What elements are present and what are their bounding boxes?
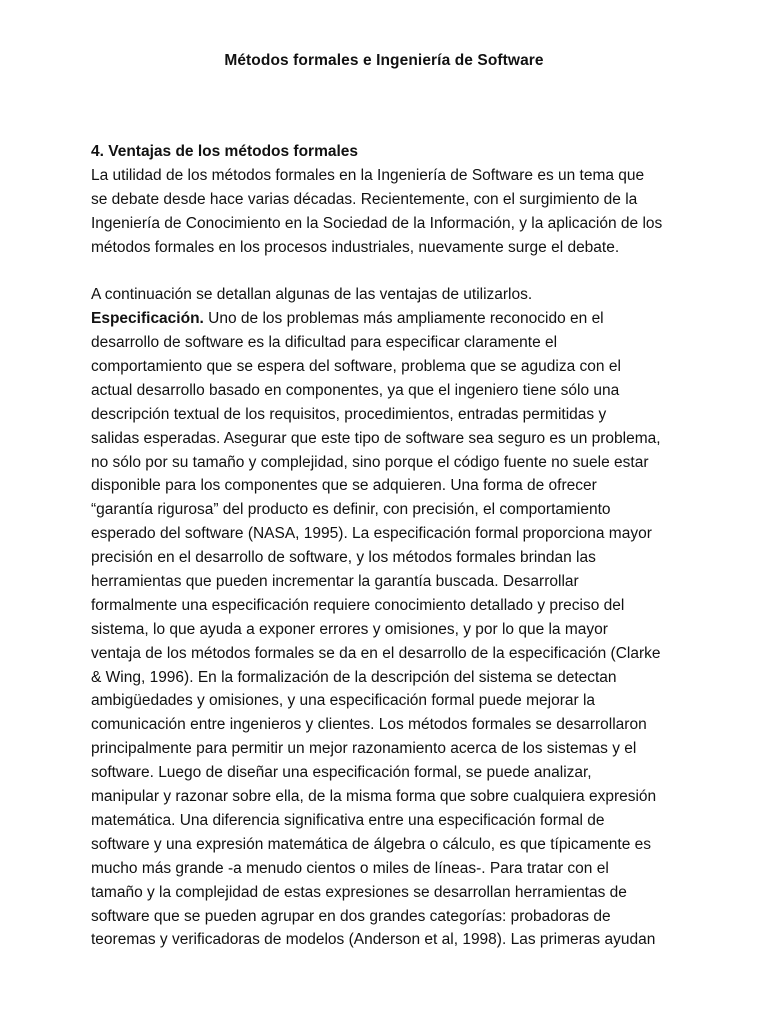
spec-first-line-text: Uno de los problemas más ampliamente reconocido en el <box>203 310 604 328</box>
body-line: tamaño y la complejidad de estas expresiones se desarrollan herramientas de <box>91 883 627 901</box>
body-line: & Wing, 1996). En la formalización de la descripción del sistema se detectan <box>91 668 617 686</box>
spec-term: Especificación. <box>91 310 204 328</box>
intro-line: se debate desde hace varias décadas. Recientemente, con el surgimiento de la <box>91 190 638 208</box>
body-line: principalmente para permitir un mejor razonamiento acerca de los sistemas y el <box>91 740 637 758</box>
body-line: teoremas y verificadoras de modelos (Anderson et al, 1998). Las primeras ayudan <box>91 931 656 949</box>
paragraph-gap <box>91 259 691 283</box>
body-line: comportamiento que se espera del software, problema que se agudiza con el <box>91 358 621 376</box>
lead-line: A continuación se detallan algunas de las ventajas de utilizarlos. <box>91 286 533 304</box>
body-line: descripción textual de los requisitos, procedimientos, entradas permitidas y <box>91 405 607 423</box>
spec-first-line <box>91 307 691 331</box>
document-body <box>91 140 691 952</box>
body-line: manipular y razonar sobre ella, de la misma forma que sobre cualquiera expresión <box>91 788 657 806</box>
section-heading: 4. Ventajas de los métodos formales <box>91 143 359 160</box>
body-line: herramientas que pueden incrementar la garantía buscada. Desarrollar <box>91 573 579 591</box>
intro-line: métodos formales en los procesos industriales, nuevamente surge el debate. <box>91 238 620 256</box>
body-line: precisión en el desarrollo de software, y los métodos formales brindan las <box>91 549 596 567</box>
body-line: matemática. Una diferencia significativa entre una especificación formal de <box>91 811 605 829</box>
body-line: ventaja de los métodos formales se da en el desarrollo de la especificación (Clarke <box>91 644 661 662</box>
body-line: salidas esperadas. Asegurar que este tipo de software sea seguro es un problema, <box>91 429 661 447</box>
body-line: actual desarrollo basado en componentes, ya que el ingeniero tiene sólo una <box>91 381 620 399</box>
body-line: no sólo por su tamaño y complejidad, sino porque el código fuente no suele estar <box>91 453 649 471</box>
body-line: comunicación entre ingenieros y clientes. Los métodos formales se desarrollaron <box>91 716 647 734</box>
body-line: ambigüedades y omisiones, y una especificación formal puede mejorar la <box>91 692 596 710</box>
body-line: software. Luego de diseñar una especificación formal, se puede analizar, <box>91 764 592 782</box>
body-line: disponible para los componentes que se adquieren. Una forma de ofrecer <box>91 477 597 495</box>
body-line: sistema, lo que ayuda a exponer errores y omisiones, y por lo que la mayor <box>91 620 608 638</box>
intro-line: La utilidad de los métodos formales en la Ingeniería de Software es un tema que <box>91 166 645 184</box>
body-line: software que se pueden agrupar en dos grandes categorías: probadoras de <box>91 907 611 925</box>
body-line: esperado del software (NASA, 1995). La especificación formal proporciona mayor <box>91 525 652 543</box>
body-line: “garantía rigurosa” del producto es definir, con precisión, el comportamiento <box>91 501 611 519</box>
body-line: formalmente una especificación requiere conocimiento detallado y preciso del <box>91 596 625 614</box>
body-line: desarrollo de software es la dificultad para especificar claramente el <box>91 334 558 352</box>
document-title: Métodos formales e Ingeniería de Software <box>224 52 544 69</box>
intro-line: Ingeniería de Conocimiento en la Sociedad de la Información, y la aplicación de los <box>91 214 663 232</box>
body-line: software y una expresión matemática de álgebra o cálculo, es que típicamente es <box>91 835 652 853</box>
body-line: mucho más grande -a menudo cientos o miles de líneas-. Para tratar con el <box>91 859 609 877</box>
